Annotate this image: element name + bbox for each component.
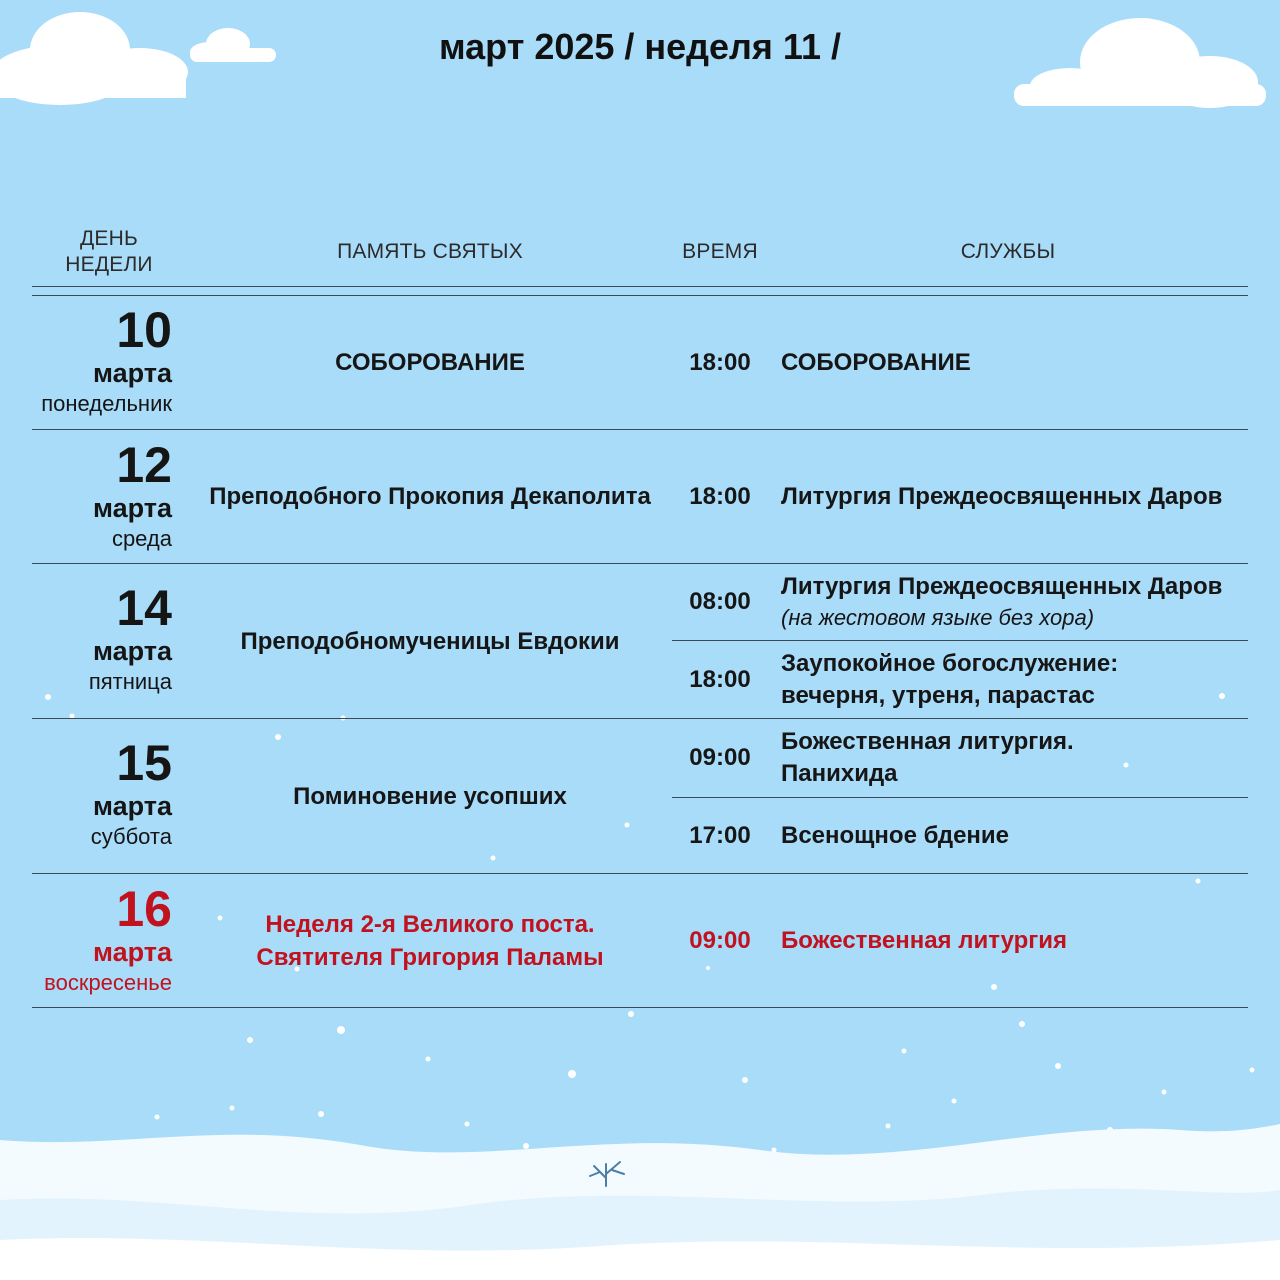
column-header-time: ВРЕМЯ [682,240,758,263]
service-entry [781,798,1241,873]
service-time: 09:00 [689,744,751,771]
day-month: марта [92,636,172,666]
day-cell [20,883,172,997]
service-entry [781,874,1241,1007]
row-divider [32,1007,1248,1008]
service-title-line2: Панихида [781,760,898,787]
service-title: СОБОРОВАНИЕ [781,348,971,376]
day-weekday: суббота [90,824,172,849]
service-time: 18:00 [689,665,751,693]
day-cell [20,582,172,696]
service-entry [781,641,1241,718]
saint-memory-line2: Святителя Григория Паламы [256,943,604,971]
service-entry [781,564,1241,640]
day-cell [20,439,172,553]
saint-memory: СОБОРОВАНИЕ [335,349,525,376]
day-number: 16 [116,881,172,937]
service-title: Литургия Преждеосвященных Даров [781,573,1223,600]
column-header-saints: ПАМЯТЬ СВЯТЫХ [337,240,523,263]
header-divider [32,286,1248,287]
service-entry [781,430,1241,563]
service-note: (на жестовом языке без хора) [781,605,1095,630]
column-header-services: СЛУЖБЫ [960,240,1056,263]
day-cell [20,304,172,418]
service-title: Всенощное бдение [781,821,1010,849]
day-number: 15 [116,735,172,791]
day-weekday: среда [111,526,172,551]
service-entry [781,296,1241,429]
service-title: Литургия Преждеосвященных Даров [781,482,1223,510]
service-title-line2: вечерня, утреня, парастас [781,681,1095,709]
column-header-day-label: ДЕНЬ НЕДЕЛИ [65,227,153,276]
saint-memory: Преподобного Прокопия Декаполита [209,483,651,510]
day-number: 10 [116,302,172,358]
snow-drifts-icon [0,1124,1280,1280]
day-month: марта [92,493,172,523]
day-weekday: понедельник [41,391,172,416]
day-weekday: воскресенье [44,970,172,995]
service-time: 08:00 [689,588,751,615]
day-month: марта [92,791,172,821]
service-time: 18:00 [689,348,751,376]
column-header-day [48,226,170,278]
day-number: 14 [116,580,172,636]
service-time: 17:00 [689,821,751,849]
service-time: 18:00 [689,482,751,510]
day-weekday: пятница [88,669,172,694]
page-title: март 2025 / неделя 11 / [439,26,841,67]
day-cell [20,737,172,851]
saint-memory-line1: Неделя 2-я Великого поста. [265,910,595,938]
day-month: марта [92,358,172,388]
service-title: Заупокойное богослужение: [781,649,1119,677]
saint-memory: Поминовение усопших [293,782,567,810]
service-title: Божественная литургия [781,926,1068,954]
day-number: 12 [116,437,172,493]
service-entry [781,719,1241,797]
day-month: марта [92,937,172,967]
saint-memory [200,874,660,1007]
service-time: 09:00 [689,926,751,954]
service-title: Божественная литургия. [781,728,1074,755]
saint-memory: Преподобномученицы Евдокии [240,627,620,655]
